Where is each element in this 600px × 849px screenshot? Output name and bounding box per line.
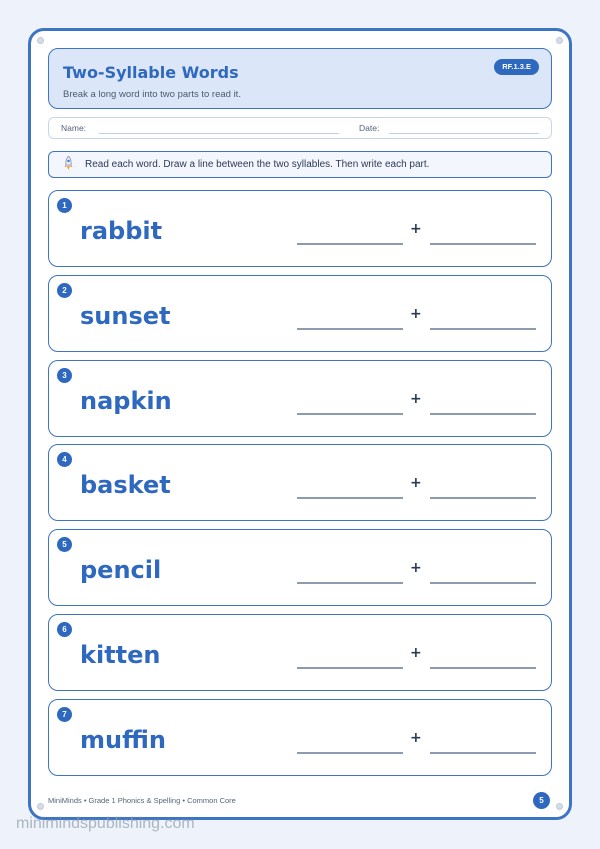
word-card xyxy=(48,699,552,776)
plus-sign: + xyxy=(410,645,422,661)
name-date-bar xyxy=(48,117,552,139)
item-number-badge: 7 xyxy=(57,707,72,722)
syllable-2-blank[interactable] xyxy=(430,243,536,245)
syllable-1-blank[interactable] xyxy=(297,667,403,669)
word-card xyxy=(48,614,552,691)
syllable-2-blank[interactable] xyxy=(430,497,536,499)
rocket-icon xyxy=(63,156,74,174)
worksheet-header xyxy=(48,48,552,109)
word-card xyxy=(48,190,552,267)
item-number-badge: 4 xyxy=(57,452,72,467)
page-number-badge: 5 xyxy=(533,792,550,809)
corner-dot xyxy=(37,803,44,810)
watermark: minimindspublishing.com xyxy=(16,815,195,832)
word-text: basket xyxy=(80,471,171,499)
syllable-1-blank[interactable] xyxy=(297,497,403,499)
page-subtitle: Break a long word into two parts to read it. xyxy=(63,89,241,100)
plus-sign: + xyxy=(410,730,422,746)
standard-badge: RF.1.3.E xyxy=(494,59,539,75)
syllable-1-blank[interactable] xyxy=(297,582,403,584)
instructions-box xyxy=(48,151,552,178)
plus-sign: + xyxy=(410,306,422,322)
syllable-1-blank[interactable] xyxy=(297,243,403,245)
item-number-badge: 1 xyxy=(57,198,72,213)
date-label: Date: xyxy=(359,123,380,133)
word-text: muffin xyxy=(80,726,166,754)
word-text: pencil xyxy=(80,556,162,584)
word-text: napkin xyxy=(80,387,172,415)
word-card xyxy=(48,444,552,521)
corner-dot xyxy=(556,803,563,810)
plus-sign: + xyxy=(410,391,422,407)
syllable-2-blank[interactable] xyxy=(430,413,536,415)
plus-sign: + xyxy=(410,475,422,491)
name-field[interactable] xyxy=(99,133,339,134)
item-number-badge: 5 xyxy=(57,537,72,552)
word-text: rabbit xyxy=(80,217,163,245)
date-field[interactable] xyxy=(389,133,539,134)
item-number-badge: 3 xyxy=(57,368,72,383)
page-title: Two-Syllable Words xyxy=(63,63,239,82)
syllable-2-blank[interactable] xyxy=(430,752,536,754)
corner-dot xyxy=(556,37,563,44)
syllable-2-blank[interactable] xyxy=(430,582,536,584)
item-number-badge: 2 xyxy=(57,283,72,298)
word-card xyxy=(48,360,552,437)
plus-sign: + xyxy=(410,560,422,576)
word-text: kitten xyxy=(80,641,161,669)
syllable-2-blank[interactable] xyxy=(430,667,536,669)
word-card xyxy=(48,275,552,352)
corner-dot xyxy=(37,37,44,44)
item-number-badge: 6 xyxy=(57,622,72,637)
syllable-2-blank[interactable] xyxy=(430,328,536,330)
footer-text: MiniMinds • Grade 1 Phonics & Spelling • Common Core xyxy=(48,796,236,805)
word-text: sunset xyxy=(80,302,171,330)
word-card xyxy=(48,529,552,606)
syllable-1-blank[interactable] xyxy=(297,328,403,330)
instructions-text: Read each word. Draw a line between the two syllables. Then write each part. xyxy=(85,159,430,170)
syllable-1-blank[interactable] xyxy=(297,413,403,415)
syllable-1-blank[interactable] xyxy=(297,752,403,754)
plus-sign: + xyxy=(410,221,422,237)
name-label: Name: xyxy=(61,123,87,133)
